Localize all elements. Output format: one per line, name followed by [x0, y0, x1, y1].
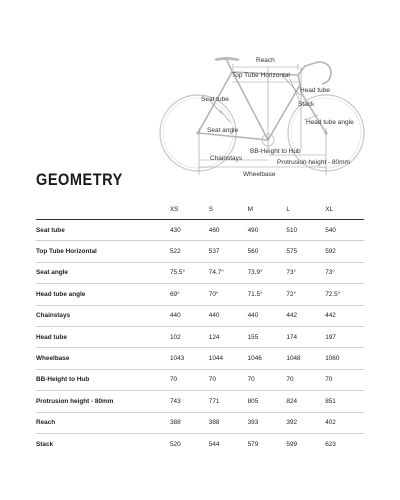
row-label: Seat tube: [36, 220, 170, 241]
header-size: XL: [325, 200, 364, 220]
cell-value: 174: [286, 326, 325, 347]
cell-value: 69°: [170, 284, 209, 305]
bike-geometry-diagram: [0, 0, 400, 195]
geometry-table: [36, 200, 364, 454]
cell-value: 1046: [248, 348, 287, 369]
cell-value: 124: [209, 326, 248, 347]
cell-value: 490: [248, 220, 287, 241]
cell-value: 510: [286, 220, 325, 241]
cell-value: 72.5°: [325, 284, 364, 305]
cell-value: 440: [248, 305, 287, 326]
cell-value: 70: [248, 369, 287, 390]
row-label: Top Tube Horizontal: [36, 241, 170, 262]
bike-diagram-svg: [0, 0, 400, 195]
cell-value: 442: [286, 305, 325, 326]
cell-value: 851: [325, 391, 364, 412]
header-size: L: [286, 200, 325, 220]
cell-value: 70: [170, 369, 209, 390]
table-row: [36, 348, 364, 369]
row-label: Stack: [36, 440, 54, 448]
row-label: Chainstays: [36, 305, 170, 326]
cell-value: 460: [209, 220, 248, 241]
cell-value: 560: [248, 241, 287, 262]
cell-value: 402: [325, 412, 364, 433]
cell-value: 70°: [209, 284, 248, 305]
cell-value: 102: [170, 326, 209, 347]
row-label: Seat angle: [36, 262, 170, 283]
cell-value: 73.9°: [248, 262, 287, 283]
label-seat-tube: Seat tube: [201, 96, 229, 103]
row-label: Head tube: [36, 326, 170, 347]
cell-value: 599: [286, 440, 298, 448]
cell-value: 74.7°: [209, 262, 248, 283]
cell-value: 70: [286, 369, 325, 390]
cell-value: 824: [286, 391, 325, 412]
cell-value: 388: [170, 412, 209, 433]
page-title: GEOMETRY: [36, 171, 123, 189]
label-top-tube-horizontal: Top Tube Horizontal: [232, 72, 290, 79]
cell-value: 537: [209, 241, 248, 262]
cell-value: 155: [248, 326, 287, 347]
handlebar: [305, 62, 331, 84]
label-head-tube-angle: Head tube angle: [306, 119, 354, 126]
label-wheelbase: Wheelbase: [243, 171, 276, 178]
cell-value: 388: [209, 412, 248, 433]
cell-value: 392: [286, 412, 325, 433]
table-row: [36, 391, 364, 412]
cell-value: 197: [325, 326, 364, 347]
header-size: XS: [170, 200, 209, 220]
label-reach: Reach: [256, 57, 275, 64]
cell-value: 1048: [286, 348, 325, 369]
cell-value: 440: [170, 305, 209, 326]
cell-value: 1044: [209, 348, 248, 369]
cell-value: 440: [209, 305, 248, 326]
cell-value: 71.5°: [248, 284, 287, 305]
cell-value: 73°: [286, 262, 325, 283]
cell-value: 73°: [325, 262, 364, 283]
row-label: BB-Height to Hub: [36, 369, 170, 390]
cell-value: 1060: [325, 348, 364, 369]
cell-value: 805: [248, 391, 287, 412]
label-protrusion-height: Protrusion height - 80mm: [277, 159, 350, 166]
table-row: [36, 241, 364, 262]
cell-value: 70: [325, 369, 364, 390]
cell-value: 75.5°: [170, 262, 209, 283]
table-header-row: [36, 200, 364, 220]
cell-value: 771: [209, 391, 248, 412]
header-size: M: [248, 200, 287, 220]
cell-value: 1043: [170, 348, 209, 369]
table-row: [36, 412, 364, 433]
table-row: [36, 433, 364, 454]
cell-value: 540: [325, 220, 364, 241]
label-seat-angle: Seat angle: [207, 127, 239, 134]
table-row: [36, 369, 364, 390]
label-bb-height-to-hub: BB-Height to Hub: [250, 148, 301, 155]
cell-value: 592: [325, 241, 364, 262]
header-size: S: [209, 200, 248, 220]
row-label: Protrusion height - 80mm: [36, 391, 170, 412]
table-row: [36, 305, 364, 326]
cell-value: 430: [170, 220, 209, 241]
cell-value: 442: [325, 305, 364, 326]
label-head-tube: Head tube: [300, 87, 330, 94]
cell-value: 520: [170, 440, 181, 448]
label-stack: Stack: [298, 101, 315, 108]
cell-value: 575: [286, 241, 325, 262]
header-blank-cell: [36, 200, 170, 220]
label-chainstays: Chainstays: [210, 155, 243, 162]
row-label: Head tube angle: [36, 284, 170, 305]
cell-value: 623: [325, 440, 336, 448]
table-row: [36, 326, 364, 347]
cell-value: 72°: [286, 284, 325, 305]
cell-value: 579: [247, 440, 259, 448]
cell-value: 743: [170, 391, 209, 412]
cell-value: 393: [248, 412, 287, 433]
row-label: Reach: [36, 412, 170, 433]
table-row: [36, 262, 364, 283]
row-label: Wheelbase: [36, 348, 170, 369]
table-row: [36, 284, 364, 305]
table-row: [36, 220, 364, 241]
cell-value: 70: [209, 369, 248, 390]
cell-value: 544: [208, 440, 220, 448]
cell-value: 522: [170, 241, 209, 262]
